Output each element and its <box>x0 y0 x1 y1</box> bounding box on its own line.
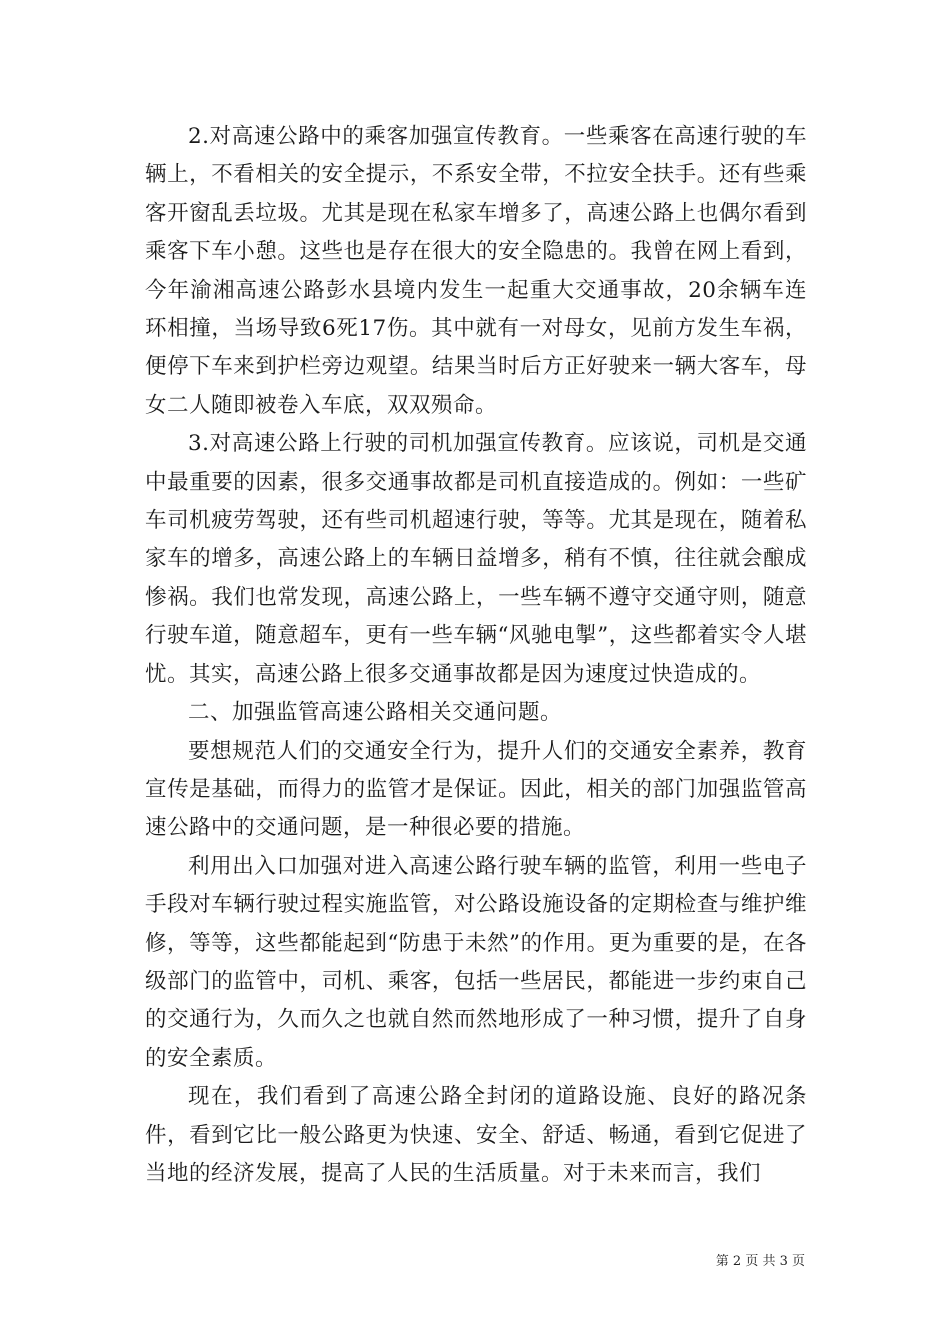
document-body <box>145 118 807 1193</box>
paragraph-driver-education: 3.对高速公路上行驶的司机加强宣传教育。应该说，司机是交通中最重要的因素，很多交通事故都是司机直接造成的。例如：一些矿车司机疲劳驾驶，还有些司机超速行驶，等等。尤其是现在，随着私家车的增多，高速公路上的车辆日益增多，稍有不慎，往往就会酿成惨祸。我们也常发现，高速公路上，一些车辆不遵守交通守则，随意行驶车道，随意超车，更有一些车辆“风驰电掣”，这些都着实令人堪忧。其实，高速公路上很多交通事故都是因为速度过快造成的。 <box>145 431 807 687</box>
section-heading-supervision: 二、加强监管高速公路相关交通问题。 <box>188 700 563 726</box>
paragraph-supervision-measures: 利用出入口加强对进入高速公路行驶车辆的监管，利用一些电子手段对车辆行驶过程实施监管，对公路设施设备的定期检查与维护维修，等等，这些都能起到“防患于未然”的作用。更为重要的是，在各级部门的监管中，司机、乘客，包括一些居民，都能进一步约束自己的交通行为，久而久之也就自然而然地形成了一种习惯，提升了自身的安全素质。 <box>145 853 807 1071</box>
paragraph-supervision-guarantee: 要想规范人们的交通安全行为，提升人们的交通安全素养，教育宣传是基础，而得力的监管才是保证。因此，相关的部门加强监管高速公路中的交通问题，是一种很必要的措施。 <box>145 738 807 841</box>
paragraph-current-status: 现在，我们看到了高速公路全封闭的道路设施、良好的路况条件，看到它比一般公路更为快速、安全、舒适、畅通，看到它促进了当地的经济发展，提高了人民的生活质量。对于未来而言，我们 <box>145 1084 807 1186</box>
paragraph-passenger-education: 2.对高速公路中的乘客加强宣传教育。一些乘客在高速行驶的车辆上，不看相关的安全提示，不系安全带，不拉安全扶手。还有些乘客开窗乱丢垃圾。尤其是现在私家车增多了，高速公路上也偶尔看到乘客下车小憩。这些也是存在很大的安全隐患的。我曾在网上看到，今年渝湘高速公路彭水县境内发生一起重大交通事故，20余辆车连环相撞，当场导致6死17伤。其中就有一对母女，见前方发生车祸，便停下车来到护栏旁边观望。结果当时后方正好驶来一辆大客车，母女二人随即被卷入车底，双双殒命。 <box>145 124 807 418</box>
page-number-footer: 第 2 页 共 3 页 <box>715 1254 805 1269</box>
